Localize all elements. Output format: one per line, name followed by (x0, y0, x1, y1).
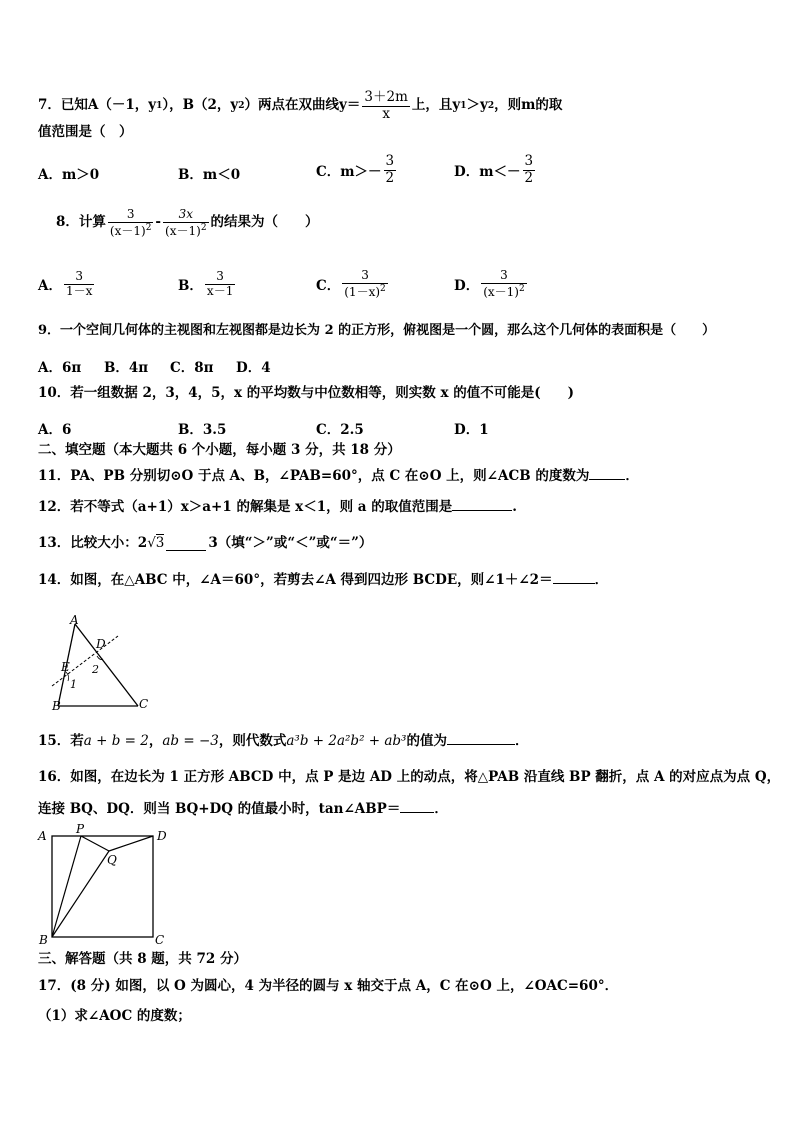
q7-option-d-frac (523, 154, 536, 186)
q14-label-C: C (139, 697, 149, 711)
q7-line1 (38, 86, 562, 126)
q15-pre: 15．若 (38, 733, 84, 749)
q8-f1-den-exp: 2 (145, 222, 152, 233)
q9-option-c: C．8π (170, 360, 214, 376)
q11-text: 11．PA、PB 分别切⊙O 于点 A、B，∠PAB=60°，点 C 在⊙O 上，则∠ACB 的度数为 (38, 468, 590, 484)
q8-option-a (38, 264, 96, 304)
q11-line (38, 470, 639, 484)
q13-post: 3（填“＞”或“＜”或“＝”） (208, 535, 373, 551)
q8-option-d-den-base: (x－1) (483, 284, 519, 299)
q8-fraction-1 (108, 208, 154, 239)
q16-square-figure (36, 824, 176, 946)
q8-minus: - (155, 214, 162, 231)
q12-line (38, 501, 517, 515)
q7-option-d-num: 3 (524, 152, 534, 169)
q8-option-b-den: x－1 (206, 283, 234, 298)
q7-option-d-pre: D．m＜－ (454, 164, 521, 180)
q7-text-mid2: ）两点在双曲线y＝ (244, 97, 361, 114)
q8-option-b-num: 3 (205, 270, 235, 285)
q12-end: . (512, 499, 517, 515)
q15-expression: a³b + 2a²b² + ab³ (286, 733, 407, 749)
q9-text: 9．一个空间几何体的主视图和左视图都是边长为 2 的正方形，俯视图是一个圆，那么这个几何体的表面积是（ ） (38, 323, 716, 338)
q15-line (38, 735, 528, 749)
q10-option-d: D．1 (454, 422, 489, 438)
q7-option-c-num: 3 (385, 152, 395, 169)
q16-line2 (38, 803, 448, 817)
q15-sep: ， (148, 733, 163, 749)
q7-line2: 值范围是（ ） (38, 124, 133, 140)
q7-after-sub1: 1 (460, 100, 467, 111)
q8-option-c-den-exp: 2 (380, 283, 386, 294)
q8-option-b-frac (205, 270, 235, 299)
q10-option-b: B．3.5 (178, 422, 227, 438)
q7-frac-den: x (382, 105, 390, 122)
q14-answer-blank (553, 583, 595, 584)
q13-radicand: 3 (155, 535, 165, 551)
q8-option-d-label: D． (454, 278, 480, 294)
section-2-heading: 二、填空题（本大题共 6 个小题，每小题 3 分，共 18 分） (38, 442, 401, 458)
q12-answer-blank (452, 510, 512, 511)
q8-f1-num: 3 (108, 208, 154, 223)
q14-line (38, 574, 608, 588)
q9-option-a: A．6π (38, 360, 82, 376)
q7-fraction (362, 90, 409, 122)
q13-answer-blank (166, 550, 206, 551)
q16-label-A: A (38, 829, 47, 843)
q15-answer-blank (447, 744, 515, 745)
q7-after-sub2: 2 (487, 100, 495, 111)
q8-option-b (178, 264, 237, 304)
q13-radical: √3 (147, 535, 165, 551)
q13-pre: 13．比较大小：2 (38, 535, 148, 551)
q17-line1: 17．(8 分) 如图，以 O 为圆心，4 为半径的圆与 x 轴交于点 A，C 在⊙O 上，∠OAC=60°． (38, 978, 619, 994)
q16-answer-blank (400, 812, 434, 813)
q15-post: 的值为 (406, 733, 447, 749)
q14-label-E: E (61, 660, 70, 674)
q7-option-d (454, 150, 537, 190)
q14-label-B: B (52, 699, 61, 713)
q15-eq1: a + b = 2 (83, 733, 149, 749)
q8-option-c-den-base: (1－x) (344, 284, 381, 299)
q16-end: ． (434, 801, 448, 817)
q8-f1-den (108, 223, 154, 239)
q8-option-a-label: A． (38, 278, 62, 294)
q10-option-a: A．6 (38, 422, 72, 438)
q8-option-d-num: 3 (481, 269, 527, 284)
q8-option-d-den-exp: 2 (519, 283, 525, 294)
q16-label-B: B (39, 933, 48, 946)
q15-eq2: ab = −3 (162, 733, 219, 749)
q7-option-c-den: 2 (385, 169, 395, 186)
q15-end: ． (514, 733, 529, 749)
q8-option-c-label: C． (316, 278, 341, 294)
q15-mid: ，则代数式 (218, 733, 287, 749)
q7-option-a: A．m＞0 (38, 167, 100, 183)
q11-answer-blank (589, 479, 625, 480)
q16-line1: 16．如图，在边长为 1 正方形 ABCD 中，点 P 是边 AD 上的动点，将△PAB 沿直线 BP 翻折，点 A 的对应点为点 Q， (38, 769, 781, 785)
q8-fraction-2 (163, 208, 209, 239)
q8-option-c (316, 264, 390, 304)
q7-option-d-den: 2 (524, 169, 534, 186)
q8-option-c-den (342, 284, 388, 300)
q7-text-after-mid: ＞y (466, 97, 488, 114)
q8-option-d-frac (481, 269, 527, 300)
q8-option-d-den (481, 284, 527, 300)
q8-f1-den-base: (x－1) (109, 223, 146, 238)
q16-label-D: D (157, 829, 167, 843)
q8-option-c-frac (342, 269, 388, 300)
q16-label-Q: Q (107, 853, 117, 867)
q7-option-c-pre: C．m＞－ (316, 164, 382, 180)
q8-f2-num: 3x (163, 208, 209, 223)
q8-f2-den (163, 223, 209, 239)
q12-text: 12．若不等式（a+1）x＞a+1 的解集是 x＜1，则 a 的取值范围是 (38, 499, 453, 515)
q14-triangle-figure (48, 614, 168, 714)
q7-option-b: B．m＜0 (178, 167, 241, 183)
q17-subquestion-1: （1）求∠AOC 的度数； (38, 1008, 191, 1024)
section-3-heading: 三、解答题（共 8 题，共 72 分） (38, 951, 247, 967)
q8-option-a-frac (64, 270, 94, 299)
q7-frac-num: 3＋2m (364, 88, 408, 105)
q14-label-1: 1 (70, 678, 77, 691)
q8-post: 的结果为（ ） (210, 214, 319, 231)
q10-text: 10．若一组数据 2，3，4，5，x 的平均数与中位数相等，则实数 x 的值不可能是( ) (38, 385, 575, 401)
q7-text-mid1: ），B（2，y (162, 97, 239, 114)
q10-option-c: C．2.5 (316, 422, 364, 438)
q7-text-after: 上，且y (411, 97, 461, 114)
q8-option-b-label: B． (178, 278, 203, 294)
q14-label-2: 2 (92, 663, 99, 676)
q16-label-P: P (76, 824, 85, 836)
q16-line2-text: 连接 BQ、DQ．则当 BQ+DQ 的值最小时，tan∠ABP＝ (38, 801, 401, 817)
q8-option-c-num: 3 (342, 269, 388, 284)
q11-end: ． (625, 468, 639, 484)
q8-f2-den-base: (x－1) (165, 223, 201, 238)
q14-end: ． (594, 572, 609, 588)
q7-text-after-end: ，则m的取 (494, 97, 563, 114)
q7-text-before: 7．已知A（－1，y (38, 97, 157, 114)
q7-sub1: 1 (156, 100, 163, 111)
q7-option-c (316, 150, 398, 190)
q8-line (56, 202, 319, 244)
q8-option-a-num: 3 (64, 270, 94, 285)
q7-sub2: 2 (238, 100, 245, 111)
q8-f2-den-exp: 2 (200, 222, 207, 233)
q9-option-b: B．4π (104, 360, 149, 376)
q14-text: 14．如图，在△ABC 中，∠A＝60°，若剪去∠A 得到四边形 BCDE，则∠1＋∠2＝ (38, 572, 553, 588)
q16-label-C: C (155, 933, 165, 946)
q8-pre: 8．计算 (56, 214, 106, 231)
q9-option-d: D．4 (236, 360, 271, 376)
q8-option-a-den: 1－x (65, 283, 93, 298)
q14-label-A: A (70, 614, 79, 627)
q8-option-d (454, 264, 529, 304)
q14-label-D: D (96, 637, 106, 651)
q7-option-c-frac (384, 154, 397, 186)
q13-line (38, 537, 372, 551)
